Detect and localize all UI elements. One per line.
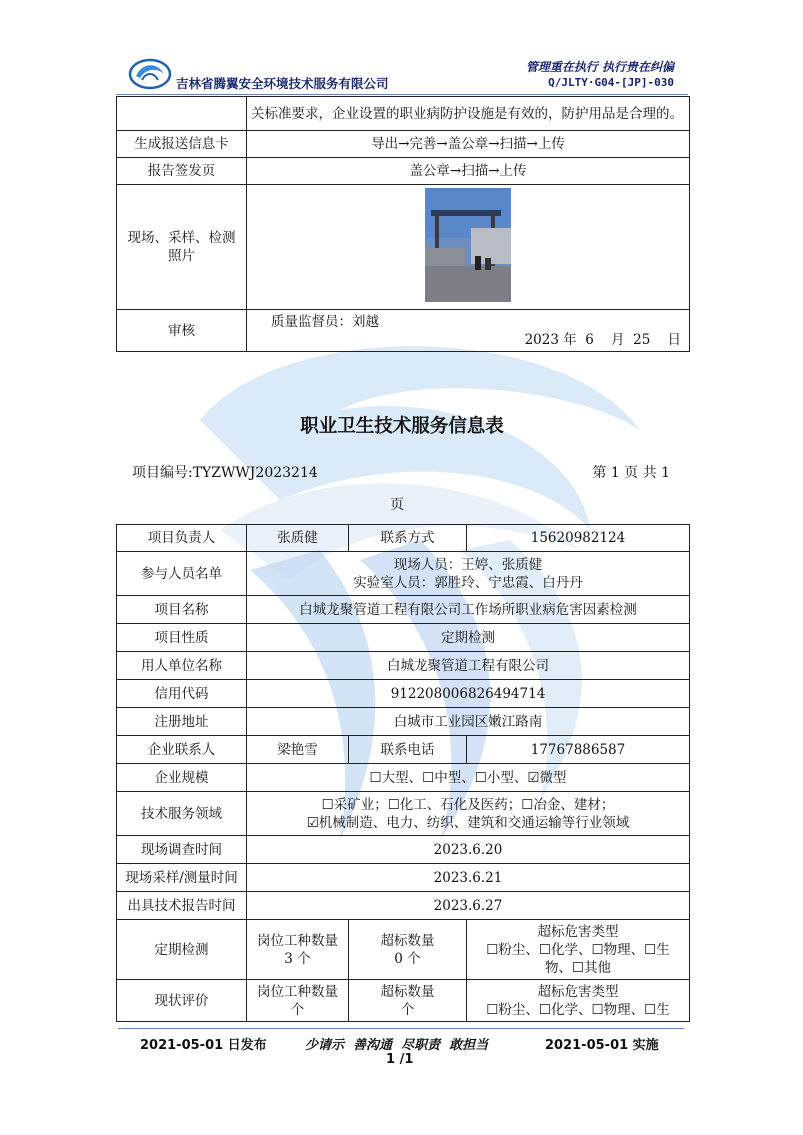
table-row [117,920,690,980]
header-motto: 管理重在执行 执行贵在纠偏 [525,60,674,74]
label-cell: 联系方式 [349,525,467,552]
label-cell: 注册地址 [117,708,247,736]
value-cell [247,552,690,596]
table-row [117,310,690,352]
empty-cell [117,97,247,131]
label-cell: 项目负责人 [117,525,247,552]
exceed-label: 超标数量 [380,983,435,1000]
document-number: Q/JLTY·G04-[JP]-030 [548,76,674,89]
value-cell [247,792,690,836]
value-cell: ☐大型、☐中型、☐小型、☑微型 [247,764,690,792]
exceed-value: 个 [400,1001,415,1018]
members-lab: 实验室人员：郭胜玲、宁忠霞、白丹丹 [353,574,583,591]
label-cell: 出具技术报告时间 [117,892,247,920]
review-date: 2023 年 6 月 25 日 [524,331,681,348]
footer-effective: 2021-05-01 实施 [545,1038,659,1053]
table-row [117,864,690,892]
value-cell: 梁艳雪 [247,736,349,764]
table-row [117,97,690,131]
row-value: 导出→完善→盖公章→扫描→上传 [247,131,690,158]
table-row [117,525,690,552]
value-cell: 白城龙聚管道工程有限公司工作场所职业病危害因素检测 [247,596,690,624]
footer-issued: 2021-05-01 日发布 [140,1038,267,1053]
value-cell: 张质健 [247,525,349,552]
table-row [117,708,690,736]
hazard-line-1: ☐粉尘、☐化学、☐物理、☐生 [486,1001,670,1018]
hazard-line-2: 物、☐其他 [544,959,612,976]
company-name: 吉林省腾翼安全环境技术服务有限公司 [176,76,389,91]
table-row [117,185,690,310]
row-value: 盖公章→扫描→上传 [247,158,690,185]
exceed-label: 超标数量 [380,932,435,949]
posts-value: 3 个 [284,950,311,967]
footer-page-number: 1 /1 [386,1052,414,1067]
value-cell: 15620982124 [467,525,690,552]
table-row [117,680,690,708]
value-cell: 白城龙聚管道工程有限公司 [247,652,690,680]
posts-label: 岗位工种数量 [257,932,338,949]
posts-value: 个 [290,1001,305,1018]
value-cell: 17767886587 [467,736,690,764]
page-indicator-wrap: 页 [390,497,404,513]
value-cell: 白城市工业园区嫩江路南 [247,708,690,736]
label-cell: 项目名称 [117,596,247,624]
page-indicator: 第 1 页 共 1 [592,465,670,481]
table-row [117,624,690,652]
table-row [117,980,690,1022]
hazard-label: 超标危害类型 [537,923,619,940]
table-row [117,552,690,596]
field-line-2: ☑机械制造、电力、纺织、建筑和交通运输等行业领域 [306,814,630,831]
project-number: 项目编号:TYZWWJ2023214 [132,465,318,481]
table-row [117,836,690,864]
info-table [116,524,690,1022]
label-cell: 联系电话 [349,736,467,764]
value-cell [467,920,690,980]
table-row [117,792,690,836]
value-cell: 定期检测 [247,624,690,652]
photo-cell [247,185,690,310]
supervisor: 质量监督员：刘越 [271,313,379,330]
table-row [117,764,690,792]
value-cell [349,980,467,1022]
table-row [117,652,690,680]
label-cell: 定期检测 [117,920,247,980]
site-photo [425,188,511,302]
row-label: 生成报送信息卡 [117,131,247,158]
label-cell: 现场采样/测量时间 [117,864,247,892]
posts-label: 岗位工种数量 [257,983,338,1000]
label-cell: 项目性质 [117,624,247,652]
page-title: 职业卫生技术服务信息表 [300,416,504,437]
row-label: 报告签发页 [117,158,247,185]
label-cell: 现场调查时间 [117,836,247,864]
value-cell: 2023.6.21 [247,864,690,892]
hazard-line-1: ☐粉尘、☐化学、☐物理、☐生 [486,941,670,958]
value-cell: 2023.6.20 [247,836,690,864]
photo-label: 现场、采样、检测照片 [117,185,247,310]
label-cell: 用人单位名称 [117,652,247,680]
hazard-label: 超标危害类型 [537,983,619,1000]
footer-slogan: 少请示 善沟通 尽职责 敢担当 [305,1038,489,1053]
value-cell [467,980,690,1022]
value-cell [247,980,349,1022]
company-logo-icon [128,54,172,90]
process-table [116,96,690,352]
label-cell: 现状评价 [117,980,247,1022]
value-cell: 2023.6.27 [247,892,690,920]
value-cell: 912208006826494714 [247,680,690,708]
label-cell: 参与人员名单 [117,552,247,596]
continued-text: 关标准要求，企业设置的职业病防护设施是有效的，防护用品是合理的。 [247,97,690,131]
label-cell: 技术服务领域 [117,792,247,836]
label-cell: 信用代码 [117,680,247,708]
table-row [117,158,690,185]
table-row [117,736,690,764]
table-row [117,596,690,624]
review-cell [247,310,690,352]
table-row [117,892,690,920]
table-row [117,131,690,158]
label-cell: 企业联系人 [117,736,247,764]
members-onsite: 现场人员：王婷、张质健 [393,556,543,573]
field-line-1: ☐采矿业；☐化工、石化及医药；☐冶金、建材； [321,796,615,813]
value-cell [247,920,349,980]
review-label: 审核 [117,310,247,352]
footer-divider [118,1028,684,1029]
label-cell: 企业规模 [117,764,247,792]
exceed-value: 0 个 [394,950,421,967]
header-divider [116,94,688,95]
value-cell [349,920,467,980]
